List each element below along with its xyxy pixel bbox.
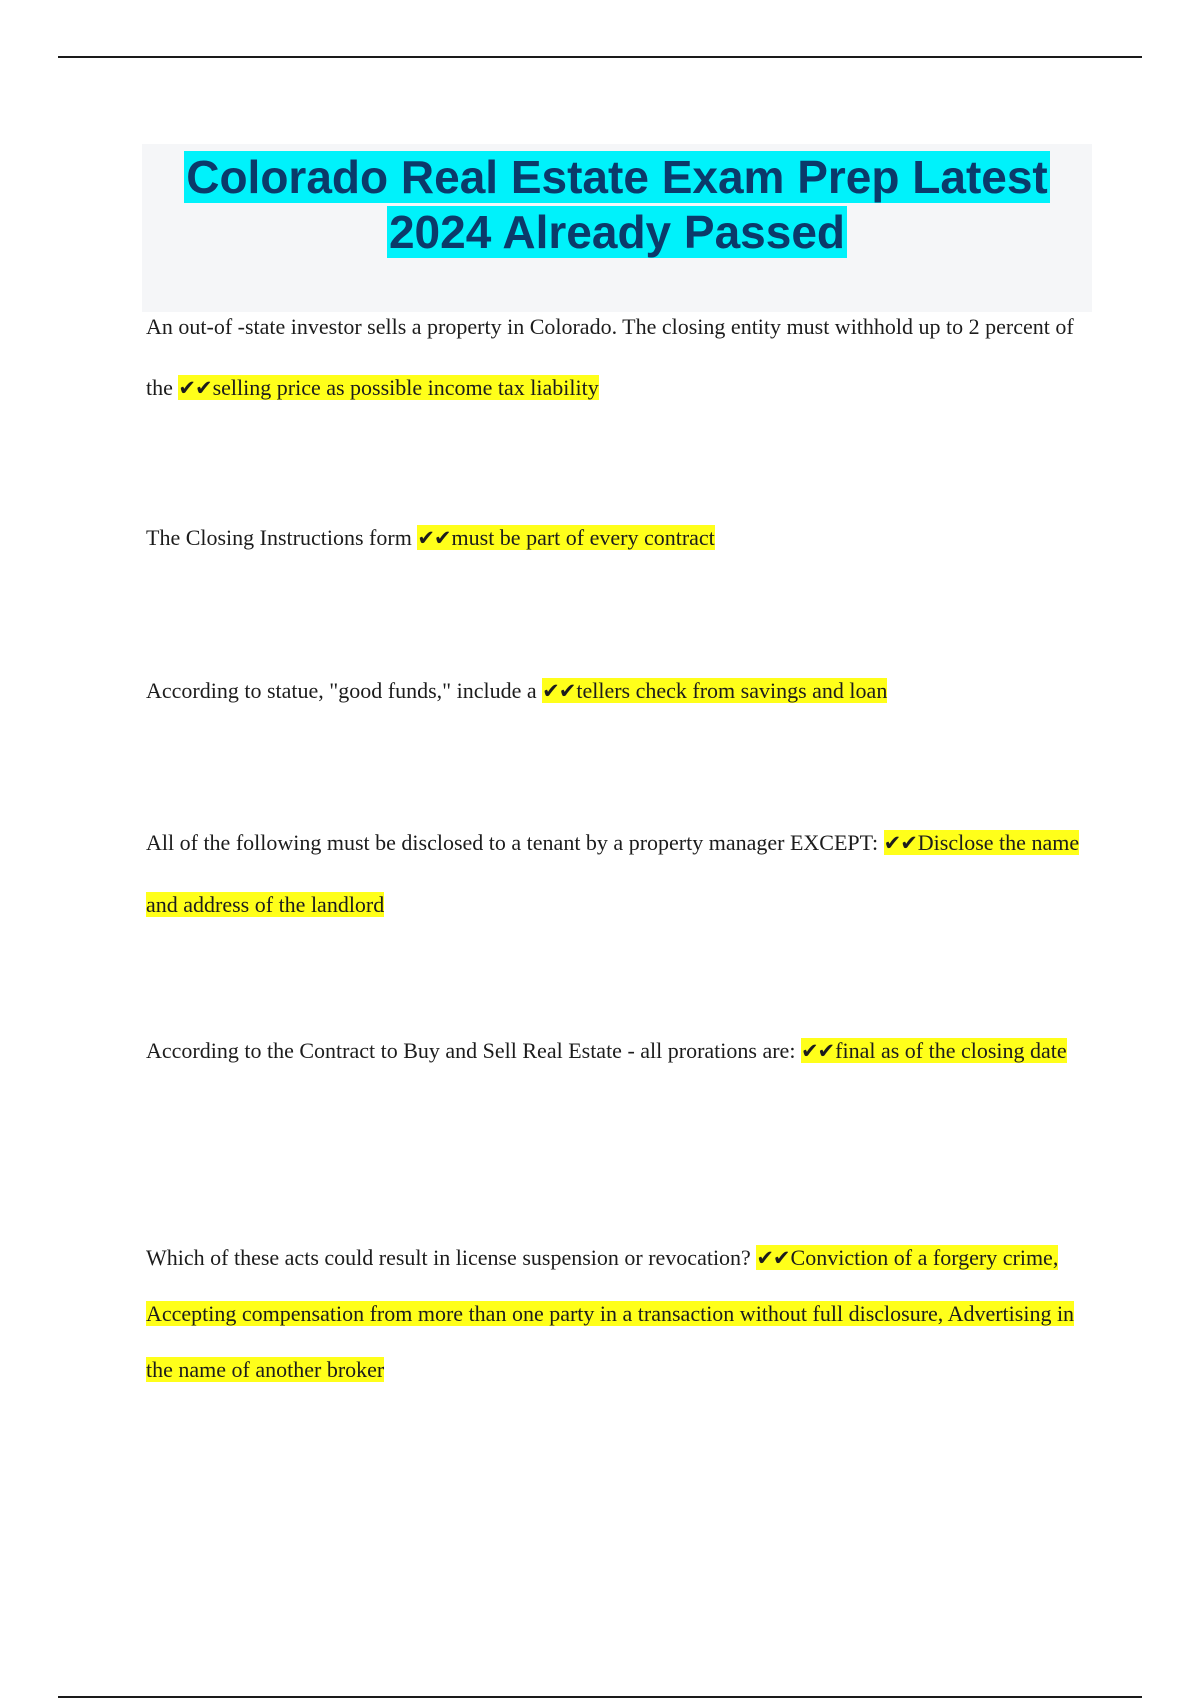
qa-item bbox=[146, 660, 1096, 722]
bottom-rule bbox=[58, 1696, 1142, 1698]
question-text: According to statue, "good funds," include a bbox=[146, 678, 543, 703]
question-text: The Closing Instructions form bbox=[146, 525, 418, 550]
qa-item bbox=[146, 1230, 1096, 1398]
answer-text: Disclose the name and address of the landlord bbox=[146, 830, 1080, 917]
answer-highlight bbox=[178, 375, 598, 400]
qa-item bbox=[146, 1020, 1096, 1082]
double-check-icon: ✔✔ bbox=[756, 1246, 790, 1270]
double-check-icon: ✔✔ bbox=[178, 376, 212, 400]
question-text: According to the Contract to Buy and Sell Real Estate - all prorations are: bbox=[146, 1038, 801, 1063]
answer-text: Conviction of a forgery crime, Accepting compensation from more than one party in a transaction without full disclosure, Advertising in the name of another broker bbox=[146, 1245, 1075, 1382]
question-text: Which of these acts could result in license suspension or revocation? bbox=[146, 1245, 757, 1270]
answer-text: must be part of every contract bbox=[451, 525, 715, 550]
double-check-icon: ✔✔ bbox=[800, 1039, 835, 1063]
double-check-icon: ✔✔ bbox=[542, 679, 576, 703]
answer-text: tellers check from savings and loan bbox=[576, 678, 888, 703]
title-line-1: Colorado Real Estate Exam Prep Latest bbox=[186, 151, 1048, 203]
qa-item bbox=[146, 812, 1096, 935]
answer-text: final as of the closing date bbox=[835, 1038, 1067, 1063]
qa-item bbox=[146, 296, 1096, 419]
title-block bbox=[142, 144, 1092, 312]
document-title bbox=[142, 144, 1092, 260]
question-text: An out-of -state investor sells a property in Colorado. The closing entity must withhold up to 2 percent of the bbox=[146, 314, 1074, 400]
answer-highlight bbox=[542, 678, 887, 703]
answer-text: selling price as possible income tax liability bbox=[212, 375, 599, 400]
double-check-icon: ✔✔ bbox=[883, 831, 917, 855]
title-line-2: 2024 Already Passed bbox=[388, 206, 846, 258]
double-check-icon: ✔✔ bbox=[417, 526, 451, 550]
answer-highlight bbox=[417, 525, 714, 550]
top-rule bbox=[58, 56, 1142, 58]
question-text: All of the following must be disclosed to a tenant by a property manager EXCEPT: bbox=[146, 830, 884, 855]
answer-highlight bbox=[801, 1038, 1067, 1063]
qa-item bbox=[146, 507, 1096, 569]
